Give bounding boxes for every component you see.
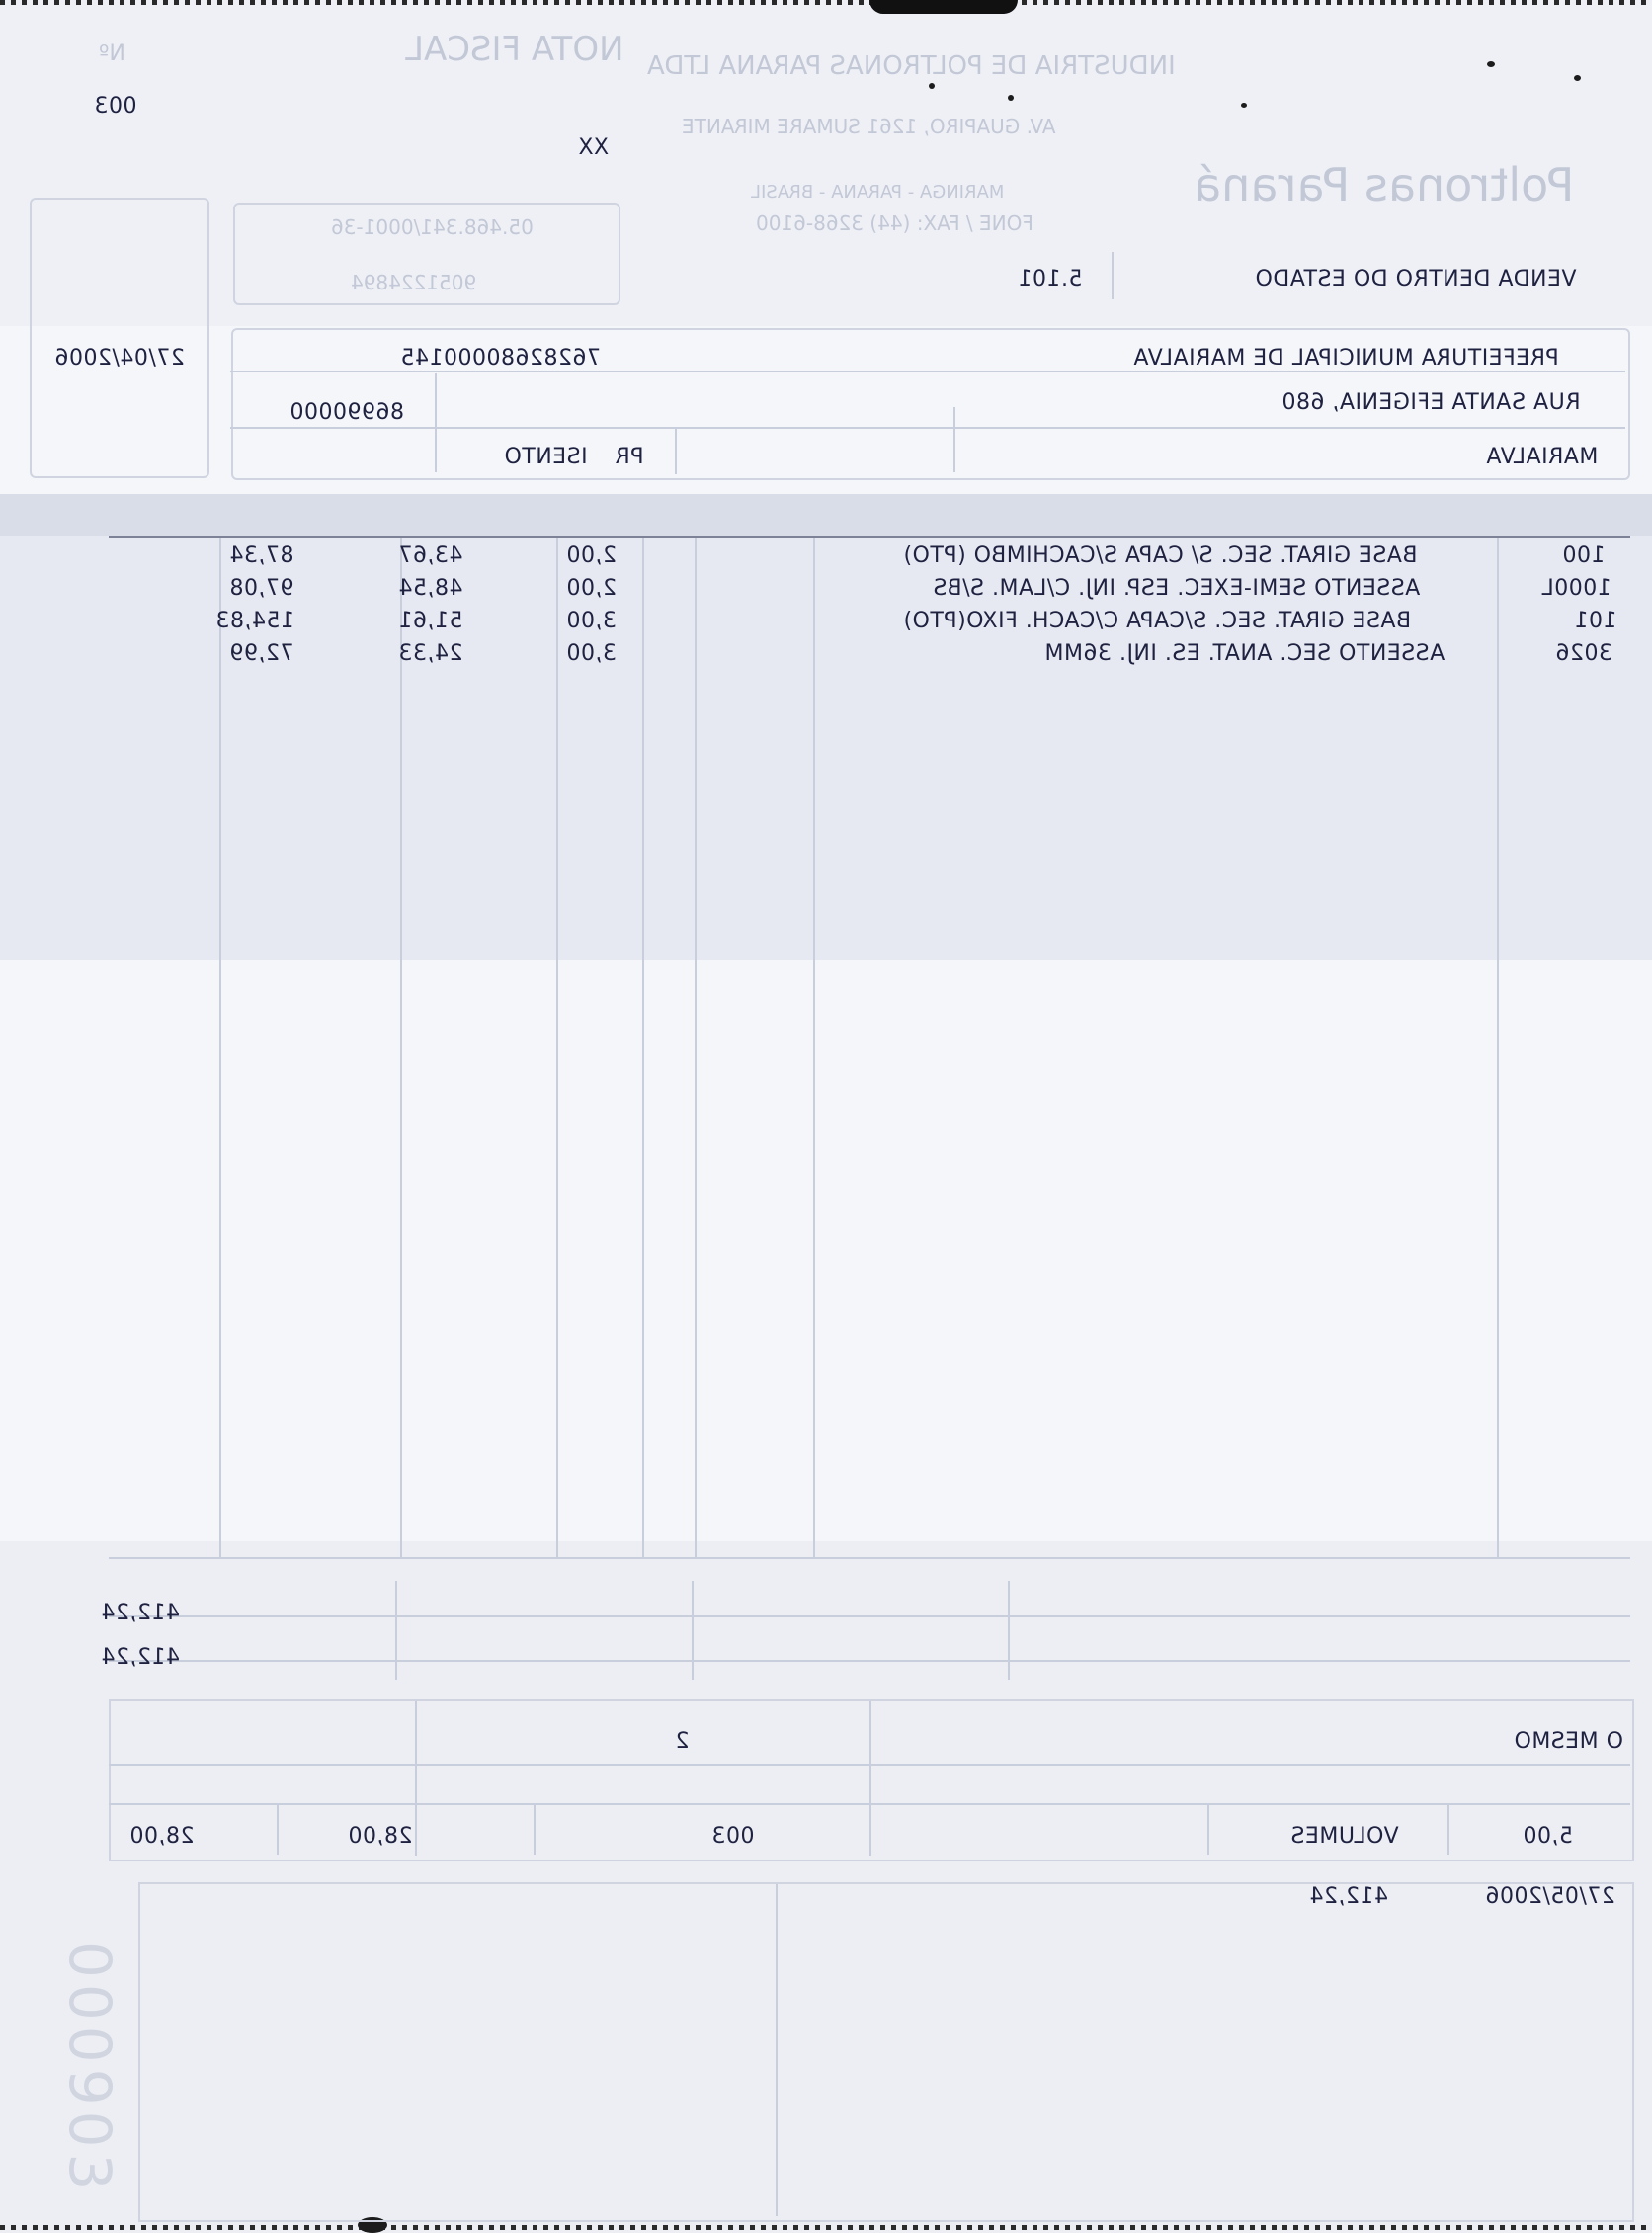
col-line: [1497, 538, 1499, 1557]
invoice-total: 412,24: [101, 1645, 180, 1670]
item-unit-price: 51,61: [398, 609, 463, 633]
col-line: [219, 538, 221, 1557]
totals-divider: [1008, 1581, 1010, 1680]
speck: [1241, 103, 1247, 108]
brand-logo: Poltronas Paraná: [1194, 158, 1575, 211]
volume-number: 003: [711, 1824, 755, 1849]
transport-box: [109, 1699, 1634, 1861]
recipient-cnpj: 76282680000145: [400, 346, 601, 371]
item-code: 3026: [1555, 641, 1612, 666]
item-code: 101: [1574, 609, 1617, 633]
items-header-band: [0, 494, 1652, 536]
volume-qty: 5,00: [1523, 1824, 1573, 1849]
company-address: AV. GUAPIRO, 1261 SUMARE MIRANTE: [682, 115, 1056, 138]
transport-divider: [277, 1805, 279, 1855]
company-cnpj: 05.468.341/0001-36: [331, 215, 534, 239]
additional-info-box: [138, 1882, 1634, 2222]
speck: [1008, 95, 1014, 101]
transport-divider: [415, 1701, 417, 1856]
cfop: 5.101: [1018, 267, 1083, 291]
item-description: ASSENTO SEMI-EXEC. ESP. INJ. C/LAM. S/BS: [933, 576, 1421, 601]
series: 003: [94, 94, 137, 119]
company-name: INDUSTRIA DE POLTRONAS PARANA LTDA: [647, 51, 1176, 81]
item-description: BASE GIRAT. SEC. S/CAPA C/CACH. FIXO(PTO): [903, 609, 1412, 633]
item-unit-price: 43,67: [398, 543, 463, 568]
due-value: 412,24: [1309, 1884, 1388, 1909]
emission-date: 27/04/2006: [54, 346, 185, 371]
items-bottom-rule: [109, 1557, 1630, 1559]
xx-mark: XX: [578, 135, 610, 160]
speck: [1574, 75, 1581, 81]
cnpj-box: [233, 203, 620, 305]
left-stub-box: [30, 198, 209, 478]
volume-species: VOLUMES: [1290, 1824, 1399, 1849]
divider: [1112, 252, 1114, 299]
bottom-perforation: [0, 2225, 1652, 2230]
speck: [929, 83, 935, 89]
item-total: 97,08: [229, 576, 294, 601]
col-line: [400, 538, 402, 1557]
transport-divider: [534, 1805, 536, 1855]
recipient-uf: PR: [615, 445, 644, 469]
recipient-name: PREFEITURA MUNICIPAL DE MARIALVA: [1133, 346, 1559, 371]
divider: [953, 407, 955, 472]
divider: [230, 371, 1625, 372]
item-code: 100: [1562, 543, 1606, 568]
item-description: ASSENTO SEC. ANAT. ES. INJ. 36MM: [1044, 641, 1446, 666]
divider: [435, 373, 437, 472]
item-qty: 2,00: [566, 543, 617, 568]
recipient-cep: 86990000: [289, 400, 404, 425]
item-qty: 3,00: [566, 609, 617, 633]
number-label: Nº: [99, 41, 125, 66]
top-perforation: [0, 0, 1652, 5]
transport-divider: [1447, 1805, 1449, 1855]
item-description: BASE GIRAT. SEC. S/ CAPA S/CACHIMBO (PTO): [903, 543, 1418, 568]
stub-number: 000903: [56, 1942, 124, 2196]
item-total: 87,34: [229, 543, 294, 568]
operation-nature: VENDA DENTRO DO ESTADO: [1255, 267, 1577, 291]
carrier-name: O MESMO: [1514, 1729, 1623, 1754]
transport-divider: [869, 1701, 871, 1856]
item-unit-price: 24,33: [398, 641, 463, 666]
col-line: [642, 538, 644, 1557]
totals-rule: [109, 1660, 1630, 1662]
recipient-city: MARIALVA: [1486, 445, 1599, 469]
item-unit-price: 48,54: [398, 576, 463, 601]
totals-rule: [109, 1615, 1630, 1617]
col-line: [813, 538, 815, 1557]
freight-code: 2: [675, 1729, 690, 1754]
invoice-title: NOTA FISCAL: [405, 30, 624, 69]
item-code: 1000L: [1541, 576, 1611, 601]
transport-divider: [1207, 1805, 1209, 1855]
company-city: MARINGA - PARANA - BRASIL: [751, 182, 1005, 203]
net-weight: 28,00: [129, 1824, 195, 1849]
speck: [1487, 61, 1495, 67]
items-top-rule: [109, 536, 1630, 538]
col-line: [695, 538, 697, 1557]
item-qty: 3,00: [566, 641, 617, 666]
company-ie: 9051224894: [351, 271, 477, 294]
divider: [675, 429, 677, 474]
info-divider: [776, 1884, 778, 2216]
item-total: 154,83: [215, 609, 294, 633]
totals-divider: [395, 1581, 397, 1680]
recipient-ie: ISENTO: [504, 445, 588, 469]
divider: [230, 427, 1625, 429]
company-phone: FONE / FAX: (44) 3268-6100: [756, 211, 1033, 235]
recipient-address: RUA SANTA EFIGENIA, 680: [1281, 390, 1581, 415]
totals-divider: [692, 1581, 694, 1680]
products-total: 412,24: [101, 1601, 180, 1625]
gross-weight: 28,00: [348, 1824, 413, 1849]
col-line: [556, 538, 558, 1557]
scan-blot: [869, 0, 1018, 14]
item-qty: 2,00: [566, 576, 617, 601]
due-date: 27/05/2006: [1485, 1884, 1615, 1909]
item-total: 72,99: [229, 641, 294, 666]
